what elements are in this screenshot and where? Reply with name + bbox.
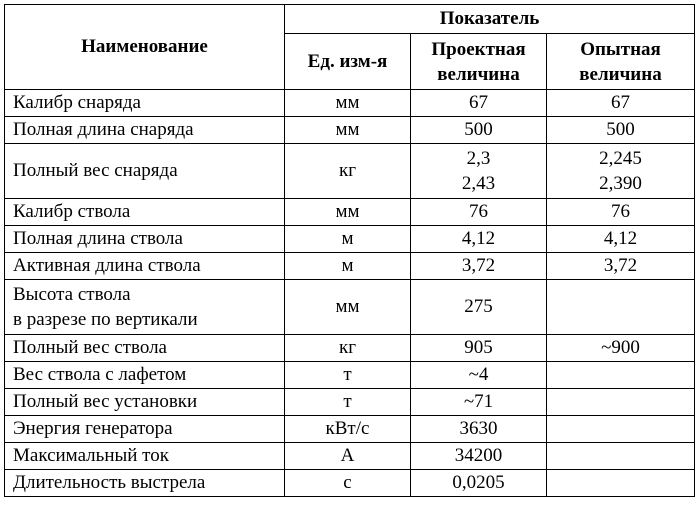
cell-name (5, 335, 285, 362)
table-row (5, 362, 695, 389)
header-design (411, 34, 547, 90)
cell-unit: мм (285, 117, 411, 144)
cell-unit: кг (285, 144, 411, 199)
cell-design-value-line: 67 (469, 92, 488, 113)
cell-unit: мм (285, 280, 411, 335)
cell-name-line: Максимальный ток (13, 445, 169, 466)
cell-design-value-line: ~71 (463, 391, 494, 412)
cell-name (5, 90, 285, 117)
cell-name-line: Вес ствола с лафетом (13, 364, 187, 385)
header-group: Показатель (285, 5, 695, 34)
cell-name-line: Полный вес ствола (13, 337, 167, 358)
table-row (5, 470, 695, 497)
table-row (5, 416, 695, 443)
cell-test-value-line: ~900 (601, 337, 640, 358)
header-name: Наименование (5, 5, 285, 90)
cell-design-value (411, 335, 547, 362)
table-row (5, 280, 695, 335)
cell-test-value (547, 416, 695, 443)
table-row (5, 443, 695, 470)
cell-unit: А (285, 443, 411, 470)
cell-test-value (547, 280, 695, 335)
cell-test-value-line: 76 (611, 201, 630, 222)
cell-name (5, 470, 285, 497)
cell-design-value (411, 253, 547, 280)
cell-test-value-line: 3,72 (603, 255, 638, 276)
cell-test-value (547, 199, 695, 226)
cell-test-value (547, 362, 695, 389)
table-row (5, 90, 695, 117)
cell-name-line: Калибр снаряда (13, 92, 141, 113)
cell-name-line: Полная длина снаряда (13, 119, 194, 140)
table-row (5, 226, 695, 253)
cell-design-value-line: ~4 (468, 364, 489, 385)
table-row (5, 199, 695, 226)
cell-unit: кВт/с (285, 416, 411, 443)
cell-design-value-line: 2,43 (461, 173, 496, 194)
cell-name (5, 226, 285, 253)
cell-test-value-line: 4,12 (603, 228, 638, 249)
cell-test-value-line: 500 (606, 119, 635, 140)
cell-design-value-line: 34200 (454, 445, 503, 466)
cell-name-line: Длительность выстрела (13, 472, 206, 493)
cell-design-value (411, 389, 547, 416)
cell-name-line: Полный вес снаряда (13, 160, 178, 181)
header-test (547, 34, 695, 90)
cell-name-line: Энергия генератора (13, 418, 173, 439)
cell-name (5, 389, 285, 416)
cell-name (5, 117, 285, 144)
cell-design-value (411, 362, 547, 389)
cell-unit: с (285, 470, 411, 497)
cell-design-value (411, 90, 547, 117)
cell-design-value-line: 2,3 (466, 148, 491, 169)
cell-design-value-line: 500 (464, 119, 493, 140)
table-row (5, 253, 695, 280)
cell-name-line: Полная длина ствола (13, 228, 183, 249)
header-design-line2: величина (437, 63, 520, 85)
cell-design-value-line: 76 (469, 201, 488, 222)
cell-name-line: Активная длина ствола (13, 255, 201, 276)
cell-name-line: в разрезе по вертикали (13, 309, 198, 330)
header-test-line1: Опытная (580, 38, 661, 60)
cell-design-value (411, 144, 547, 199)
cell-design-value (411, 226, 547, 253)
cell-name (5, 280, 285, 335)
cell-design-value-line: 3630 (459, 418, 498, 439)
table-row (5, 144, 695, 199)
cell-name (5, 144, 285, 199)
cell-test-value (547, 443, 695, 470)
cell-unit: т (285, 389, 411, 416)
cell-test-value-line: 67 (611, 92, 630, 113)
cell-design-value-line: 275 (464, 296, 493, 317)
cell-unit: м (285, 253, 411, 280)
cell-test-value (547, 335, 695, 362)
cell-test-value (547, 117, 695, 144)
cell-test-value (547, 226, 695, 253)
cell-design-value (411, 117, 547, 144)
table-row (5, 389, 695, 416)
table-row (5, 117, 695, 144)
cell-design-value (411, 470, 547, 497)
cell-name (5, 199, 285, 226)
cell-name (5, 443, 285, 470)
cell-name (5, 253, 285, 280)
cell-name (5, 362, 285, 389)
cell-test-value (547, 253, 695, 280)
cell-design-value-line: 905 (464, 337, 493, 358)
cell-design-value (411, 199, 547, 226)
cell-design-value (411, 416, 547, 443)
cell-design-value-line: 0,0205 (452, 472, 505, 493)
cell-unit: мм (285, 199, 411, 226)
spec-table-container (4, 4, 695, 497)
cell-test-value (547, 90, 695, 117)
cell-unit: кг (285, 335, 411, 362)
cell-name (5, 416, 285, 443)
cell-test-value-line: 2,390 (599, 173, 642, 194)
cell-name-line: Калибр ствола (13, 201, 131, 222)
spec-table (4, 4, 695, 497)
cell-test-value (547, 144, 695, 199)
cell-design-value (411, 280, 547, 335)
cell-design-value-line: 3,72 (461, 255, 496, 276)
cell-test-value (547, 389, 695, 416)
header-unit: Ед. изм-я (285, 34, 411, 90)
table-body (5, 90, 695, 497)
cell-name-line: Высота ствола (13, 284, 131, 305)
header-design-line1: Проектная (431, 38, 526, 60)
header-test-line2: величина (579, 63, 662, 85)
cell-test-value-line: 2,245 (599, 148, 642, 169)
cell-test-value (547, 470, 695, 497)
table-row (5, 335, 695, 362)
cell-design-value-line: 4,12 (461, 228, 496, 249)
cell-name-line: Полный вес установки (13, 391, 198, 412)
cell-unit: м (285, 226, 411, 253)
cell-unit: мм (285, 90, 411, 117)
cell-design-value (411, 443, 547, 470)
cell-unit: т (285, 362, 411, 389)
